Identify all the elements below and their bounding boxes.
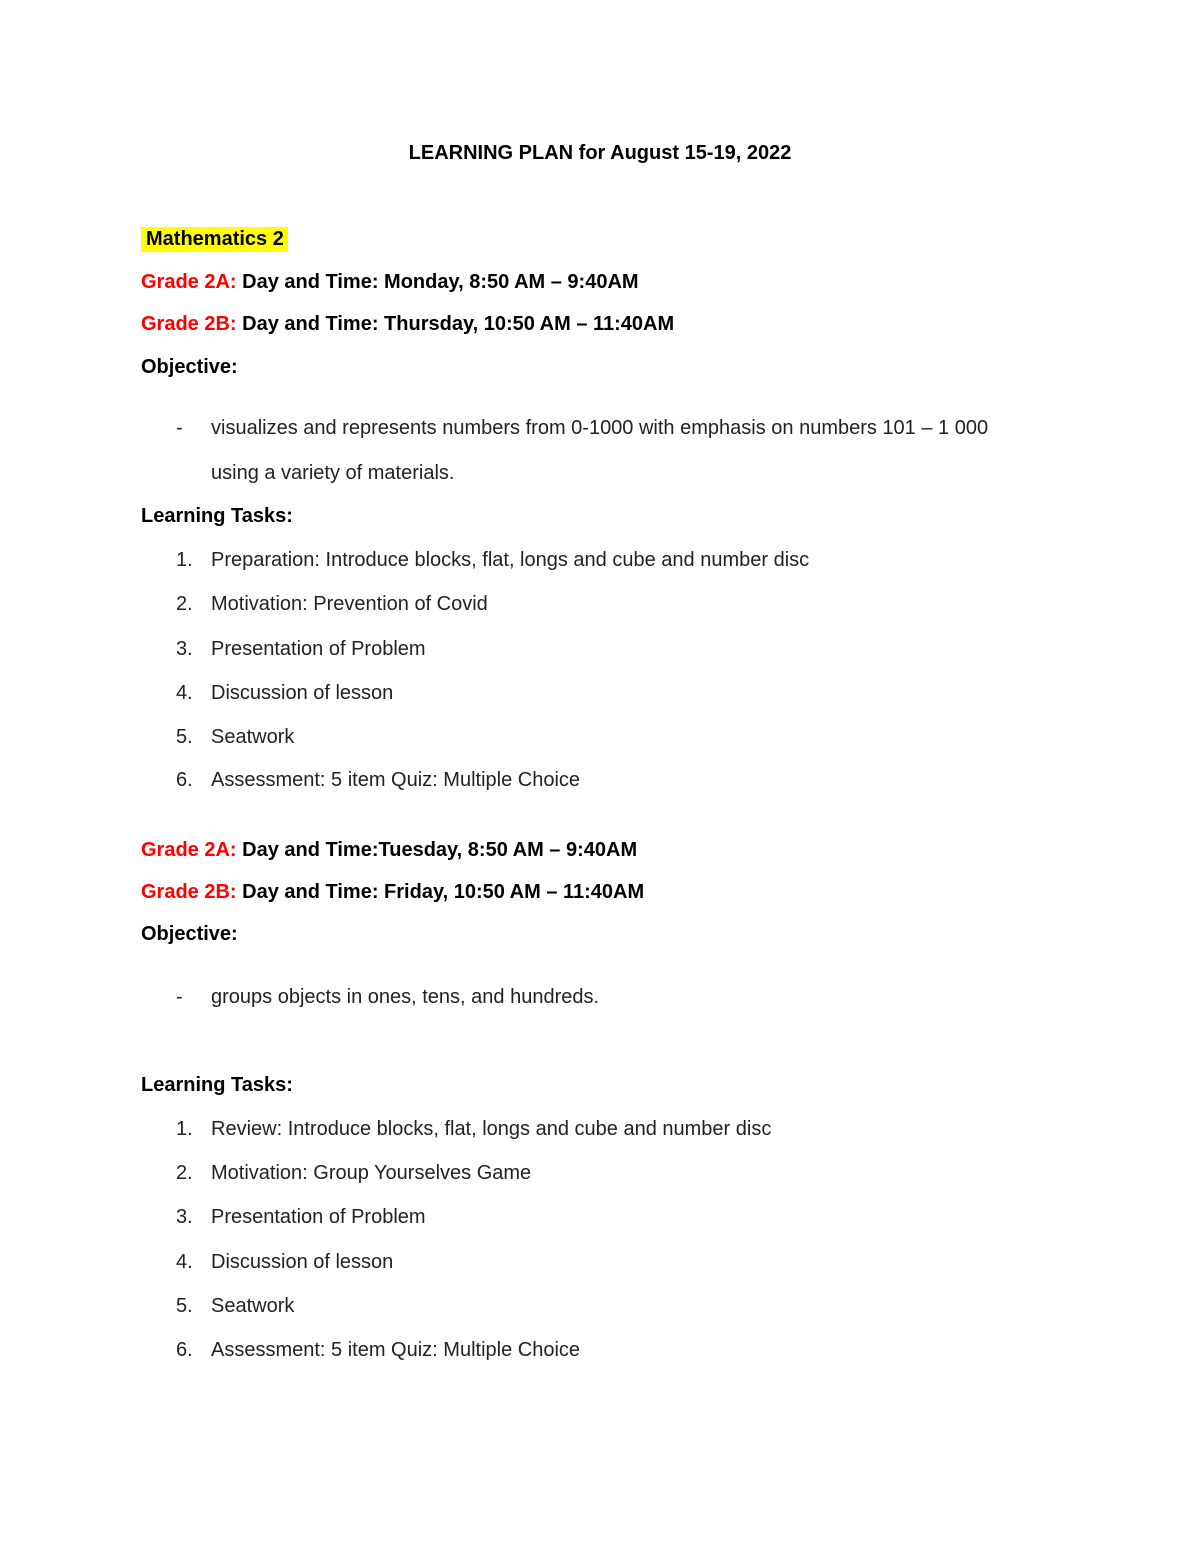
task-number: 6. — [176, 769, 193, 791]
task-text: Assessment: 5 item Quiz: Multiple Choice — [211, 1339, 581, 1361]
task-number: 5. — [176, 726, 193, 748]
task-number: 4. — [176, 682, 193, 704]
task-text: Presentation of Problem — [211, 638, 426, 660]
grade-2a-schedule: Day and Time:Tuesday, 8:50 AM – 9:40AM — [242, 839, 638, 861]
objective-heading: Objective: — [141, 923, 238, 945]
objective-text-line1: groups objects in ones, tens, and hundreds. — [211, 986, 600, 1008]
task-number: 3. — [176, 1206, 193, 1228]
task-number: 4. — [176, 1251, 193, 1273]
objective-bullet: - — [176, 986, 183, 1008]
grade-2b-schedule: Day and Time: Thursday, 10:50 AM – 11:40AM — [242, 313, 675, 335]
grade-2a-label: Grade 2A: — [141, 839, 237, 861]
task-number: 2. — [176, 1162, 193, 1184]
task-number: 6. — [176, 1339, 193, 1361]
grade-2b-schedule: Day and Time: Friday, 10:50 AM – 11:40AM — [242, 881, 645, 903]
task-text: Assessment: 5 item Quiz: Multiple Choice — [211, 769, 581, 791]
objective-text-line2: using a variety of materials. — [211, 462, 455, 484]
learning-tasks-heading: Learning Tasks: — [141, 1074, 293, 1096]
task-text: Discussion of lesson — [211, 682, 394, 704]
objective-heading: Objective: — [141, 356, 238, 378]
grade-2b-label: Grade 2B: — [141, 881, 237, 903]
task-text: Discussion of lesson — [211, 1251, 394, 1273]
task-text: Preparation: Introduce blocks, flat, longs and cube and number disc — [211, 549, 810, 571]
task-text: Seatwork — [211, 1295, 295, 1317]
task-text: Motivation: Group Yourselves Game — [211, 1162, 532, 1184]
schedule-grade-2a — [141, 271, 639, 294]
page-title: LEARNING PLAN for August 15-19, 2022 — [408, 142, 792, 164]
task-text: Review: Introduce blocks, flat, longs and cube and number disc — [211, 1118, 772, 1140]
schedule-grade-2b — [141, 313, 674, 336]
task-text: Presentation of Problem — [211, 1206, 426, 1228]
objective-bullet: - — [176, 417, 183, 439]
subject-heading: Mathematics 2 — [141, 227, 288, 252]
task-text: Seatwork — [211, 726, 295, 748]
learning-tasks-heading: Learning Tasks: — [141, 505, 293, 527]
task-text: Motivation: Prevention of Covid — [211, 593, 488, 615]
grade-2a-schedule: Day and Time: Monday, 8:50 AM – 9:40AM — [242, 271, 639, 293]
task-number: 5. — [176, 1295, 193, 1317]
grade-2b-label: Grade 2B: — [141, 313, 237, 335]
objective-text-line1: visualizes and represents numbers from 0-1000 with emphasis on numbers 101 – 1 000 — [211, 417, 989, 439]
task-number: 1. — [176, 1118, 193, 1140]
grade-2a-label: Grade 2A: — [141, 271, 237, 293]
task-number: 3. — [176, 638, 193, 660]
task-number: 2. — [176, 593, 193, 615]
schedule-grade-2a — [141, 839, 637, 862]
schedule-grade-2b — [141, 881, 644, 904]
task-number: 1. — [176, 549, 193, 571]
